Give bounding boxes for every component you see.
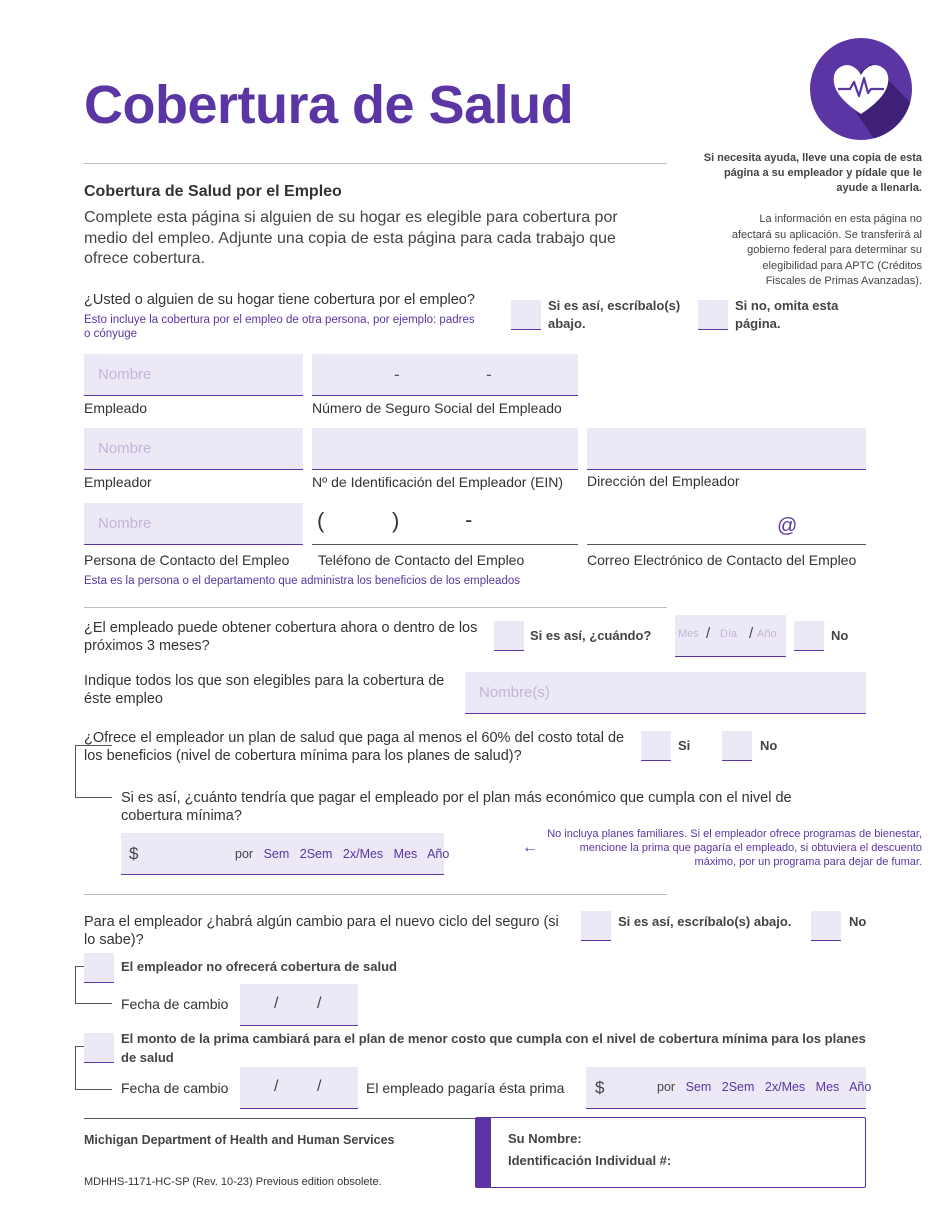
footer-divider	[84, 1118, 479, 1119]
address-label: Dirección del Empleador	[587, 473, 740, 489]
phone-open-paren: (	[317, 508, 325, 533]
q1-yes-checkbox[interactable]	[511, 300, 541, 330]
employer-label: Empleador	[84, 474, 152, 490]
opt2-freq-2sem[interactable]: 2Sem	[721, 1080, 755, 1094]
email-label: Correo Electrónico de Contacto del Empleo	[587, 552, 857, 568]
q5-yes-label: Si es así, escríbalo(s) abajo.	[618, 914, 792, 929]
footer-form-number: MDHHS-1171-HC-SP (Rev. 10-23) Previous edition obsolete.	[84, 1176, 382, 1188]
page-title: Cobertura de Salud	[84, 75, 574, 135]
opt1-date-label: Fecha de cambio	[121, 996, 229, 1012]
email-at-sign: @	[777, 515, 798, 537]
q4-dollar-sign: $	[129, 844, 139, 863]
q2-slash-2: /	[749, 625, 754, 642]
q1-text: ¿Usted o alguien de su hogar tiene cobertura por el empleo?	[84, 292, 475, 308]
opt2-dollar-sign: $	[595, 1078, 605, 1097]
opt2-por-label: por	[657, 1080, 676, 1094]
opt1-label: El empleador no ofrecerá cobertura de salud	[121, 959, 397, 974]
opt1-slash-1: /	[274, 995, 279, 1012]
q4-frequency-options	[235, 847, 456, 861]
q4-text: ¿Ofrece el empleador un plan de salud que paga al menos el 60% del costo total de los beneficios (nivel de cobertura mínima para los planes de salud)?	[84, 730, 625, 764]
employer-address-input[interactable]	[587, 428, 866, 470]
contact-note: Esta es la persona o el departamento que administra los beneficios de los empleados	[84, 575, 520, 587]
opt2-slash-1: /	[274, 1078, 279, 1095]
opt1-checkbox[interactable]	[84, 953, 114, 983]
employee-name-input[interactable]	[84, 354, 303, 396]
contact-name-placeholder: Nombre	[98, 515, 152, 532]
opt2-freq-sem[interactable]: Sem	[685, 1080, 712, 1094]
q1-no-label: Si no, omita esta página.	[735, 298, 839, 331]
phone-dash: -	[465, 507, 473, 532]
ein-label: Nº de Identificación del Empleador (EIN)	[312, 474, 564, 490]
divider-1	[84, 607, 667, 608]
q5-no-label: No	[849, 914, 867, 929]
q5-no-checkbox[interactable]	[811, 911, 841, 941]
email-input[interactable]	[587, 503, 866, 545]
q5-yes-checkbox[interactable]	[581, 911, 611, 941]
q4-premium-input[interactable]	[121, 833, 450, 875]
ssn-dash-2: -	[486, 365, 492, 384]
q4-freq-sem[interactable]: Sem	[263, 847, 290, 861]
q3-text: Indique todos los que son elegibles para la cobertura de éste empleo	[84, 673, 445, 707]
divider-2	[84, 894, 667, 895]
q4-por-label: por	[235, 847, 254, 861]
q2-text: ¿El empleado puede obtener cobertura ahora o dentro de los próximos 3 meses?	[84, 620, 478, 654]
q2-year-placeholder: Año	[757, 628, 777, 640]
opt2-slash-2: /	[317, 1078, 322, 1095]
opt2-checkbox[interactable]	[84, 1033, 114, 1063]
employer-name-placeholder: Nombre	[98, 440, 152, 457]
title-divider	[84, 163, 667, 164]
section-heading: Cobertura de Salud por el Empleo	[84, 183, 342, 200]
q2-yes-checkbox[interactable]	[494, 621, 524, 651]
q1-note: Esto incluye la cobertura por el empleo de otra persona, por ejemplo: padres o cónyuge	[84, 314, 475, 340]
q2-day-placeholder: Día	[720, 628, 738, 640]
ein-input[interactable]	[312, 428, 578, 470]
opt2-label: El monto de la prima cambiará para el plan de menor costo que cumpla con el nivel de cobertura mínima para los planes de salud	[121, 1031, 866, 1065]
opt2-freq-mes[interactable]: Mes	[815, 1080, 840, 1094]
opt2-date-label: Fecha de cambio	[121, 1080, 229, 1096]
section-intro: Complete esta página si alguien de su hogar es elegible para cobertura por medio del empleo. Adjunte una copia de esta página para cada trabajo que ofrece cobertura.	[84, 209, 618, 267]
heart-health-icon	[810, 38, 912, 140]
q5-text: Para el empleador ¿habrá algún cambio para el nuevo ciclo del seguro (si lo sabe)?	[84, 914, 559, 948]
employer-name-input[interactable]	[84, 428, 303, 470]
employee-label: Empleado	[84, 400, 148, 416]
employee-name-placeholder: Nombre	[98, 366, 152, 383]
individual-id-label: Identificación Individual #:	[508, 1153, 672, 1168]
opt2-freq-ano[interactable]: Año	[849, 1080, 872, 1094]
footer-department: Michigan Department of Health and Human Services	[84, 1133, 395, 1147]
opt1-slash-2: /	[317, 995, 322, 1012]
q2-month-placeholder: Mes	[678, 628, 699, 640]
contact-name-input[interactable]	[84, 503, 303, 545]
ssn-dash-1: -	[394, 365, 400, 384]
phone-close-paren: )	[392, 508, 400, 533]
opt1-date-input[interactable]	[240, 984, 358, 1026]
q4-sub-text: Si es así, ¿cuánto tendría que pagar el empleado por el plan más económico que cumpla con el nivel de cobertura mínima?	[121, 790, 792, 824]
q2-no-checkbox[interactable]	[794, 621, 824, 651]
info-note: La información en esta página no afectará su aplicación. Se transferirá al gobierno federal para determinar su elegibilidad para APTC (Créditos Fiscales de Primas Avanzadas).	[731, 213, 922, 287]
opt2-premium-label: El empleado pagaría ésta prima	[366, 1080, 565, 1096]
q1-yes-label: Si es así, escríbalo(s) abajo.	[548, 298, 681, 331]
q2-slash-1: /	[706, 625, 711, 642]
q2-no-label: No	[831, 628, 849, 643]
q4-freq-2sem[interactable]: 2Sem	[299, 847, 333, 861]
contact-label: Persona de Contacto del Empleo	[84, 552, 290, 568]
help-note: Si necesita ayuda, lleve una copia de esta página a su empleador y pídale que le ayude a llenarla.	[703, 152, 922, 194]
q4-freq-ano[interactable]: Año	[427, 847, 450, 861]
q4-yes-label: Si	[678, 738, 691, 753]
eligible-names-placeholder: Nombre(s)	[479, 684, 550, 701]
q4-freq-mes[interactable]: Mes	[393, 847, 418, 861]
opt2-date-input[interactable]	[240, 1067, 358, 1109]
q4-freq-2xmes[interactable]: 2x/Mes	[342, 847, 384, 861]
q4-no-label: No	[760, 738, 778, 753]
applicant-id-box	[475, 1117, 866, 1188]
ssn-label: Número de Seguro Social del Empleado	[312, 400, 562, 416]
left-arrow-icon: ←	[522, 839, 538, 856]
your-name-label: Su Nombre:	[508, 1131, 582, 1146]
eligible-names-input[interactable]	[465, 672, 866, 714]
q2-date-input[interactable]	[675, 615, 786, 657]
q4-note: No incluya planes familiares. Si el empleador ofrece programas de bienestar, mencione la prima que pagaría el empleado, si obtuviera el descuento máximo, por un programa para dejar de fumar.	[547, 828, 922, 868]
ssn-input[interactable]	[312, 354, 578, 396]
opt2-premium-input[interactable]	[586, 1067, 872, 1109]
opt2-frequency-options	[657, 1080, 878, 1094]
opt2-freq-2xmes[interactable]: 2x/Mes	[764, 1080, 806, 1094]
q4-yes-checkbox[interactable]	[641, 731, 671, 761]
phone-input[interactable]	[312, 503, 578, 545]
phone-label: Teléfono de Contacto del Empleo	[318, 552, 525, 568]
q1-no-checkbox[interactable]	[698, 300, 728, 330]
q4-no-checkbox[interactable]	[722, 731, 752, 761]
q2-yes-label: Si es así, ¿cuándo?	[530, 628, 652, 643]
